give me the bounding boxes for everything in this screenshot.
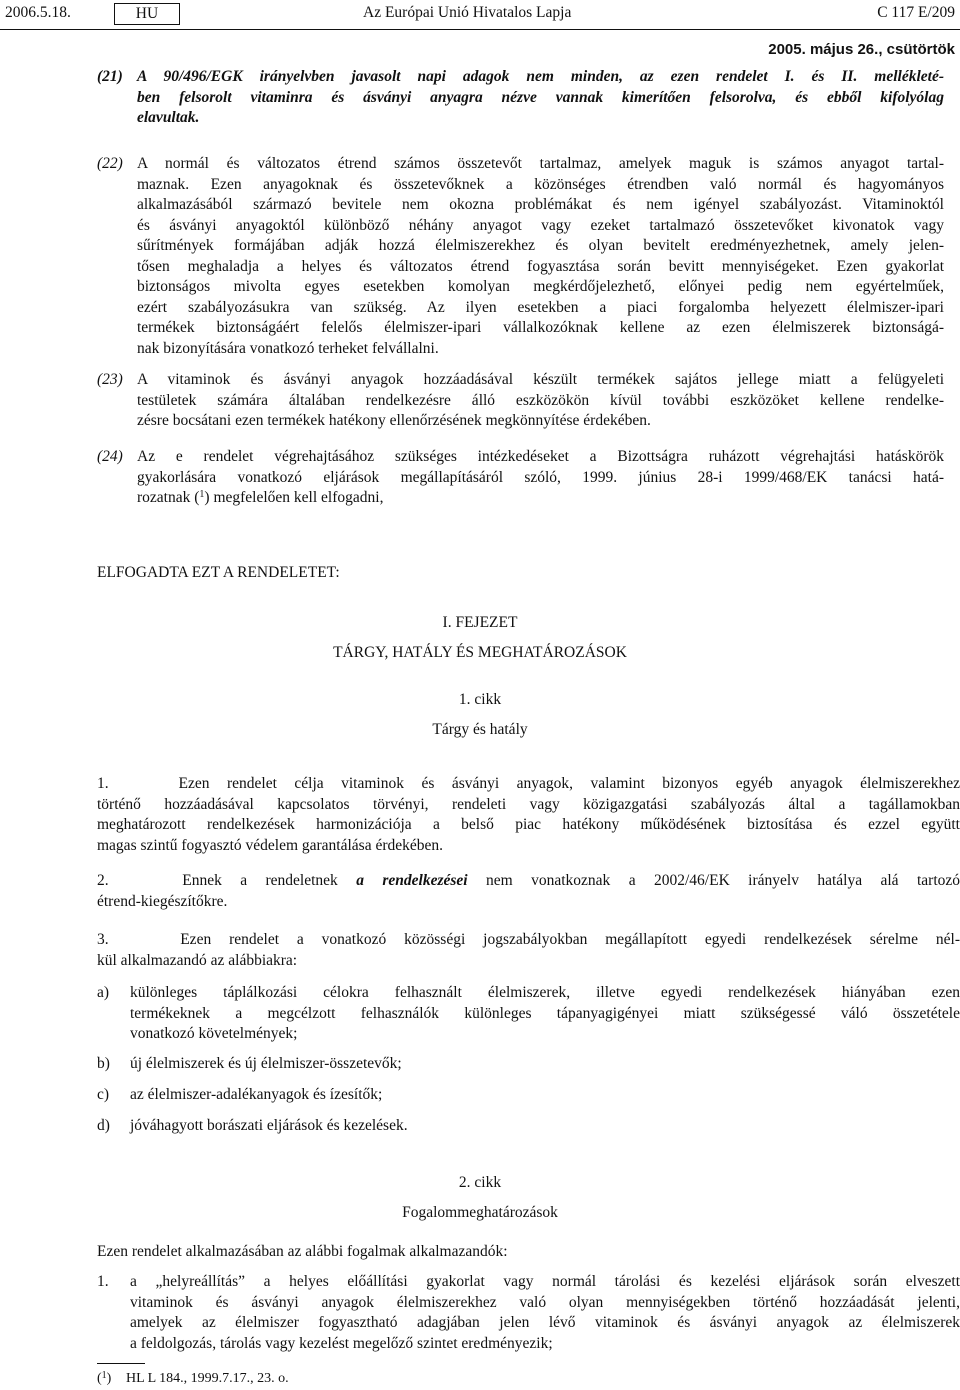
recital-21: A 90/496/EGK irányelvben javasolt napi adagok nem minden, az ezen rendelet I. és II. mellékleté- ben felsorolt vitaminra és ásványi anyagra nézve vannak kimerítően felsorolva, és ebből kifolyólag elavultak.: [137, 68, 944, 126]
chapter-number: I. FEJEZET: [442, 614, 518, 631]
article-2-intro: Ezen rendelet alkalmazásában az alábbi fogalmak alkalmazandók:: [97, 1243, 508, 1260]
list-item: új élelmiszerek és új élelmiszer-összetevők;: [130, 1055, 402, 1072]
header-date: 2006.5.18.: [5, 4, 71, 21]
list-item-label: c): [97, 1086, 110, 1103]
footnote-rule: [97, 1363, 145, 1364]
article-2-number: 2. cikk: [458, 1174, 502, 1191]
list-item-label: a): [97, 984, 110, 1001]
article-1-number: 1. cikk: [458, 691, 502, 708]
session-date: 2005. május 26., csütörtök: [768, 41, 955, 58]
definition-1: a „helyreállítás” a helyes előállítási gyakorlat vagy normál tárolási és kezelési eljárások során elveszett vitaminok és ásványi anyagok élelmiszerekhez való olyan mennyiségekben történő hozzáadását jelenti, amelyek az élelmiszer fogyasztható adagjában jelen lévő vitaminok és ásványi anyagok az élelmiszerek a feldolgozás, tárolás vagy kezelést megelőző szintet eredményezik;: [130, 1273, 960, 1352]
language-code: HU: [114, 3, 180, 25]
list-item-label: b): [97, 1055, 110, 1072]
journal-reference: C 117 E/209: [877, 4, 955, 21]
header-rule: [0, 29, 960, 30]
recital-22: A normál és változatos étrend számos összetevőt tartalmaz, amelyek maguk is számos anyagot tartal- maznak. Ezen anyagoknak és összetevőknek a közönséges étrendben való normál és hagyományos alkalmazásából származó bevitele nem okozna problémákat és nem igényel szabályozást. Vitaminoktól és ásványi anyagoktól különböző néhány anyagot vagy ezeket tartalmazó összetevőket kivonatok vagy sűrítmények formájában adják hozzá élelmiszerekhez és olyan bevitelt eredményezhetnek, amely jelen- tősen meghaladja a helyes és változatos étrend fogyasztása során bevitt mennyiségeket. Ezen gyakorlat biztonságos mivolta egyes esetekben komolyan megkérdőjelezhető, előnyei pedig nem egyértelműek, ezért szabályozásukra van szükség. Az ilyen esetekben a piaci forgalomba helyezett élelmiszer-ipari termékek biztonságáért felelős élelmiszer-ipari vállalkozóknak kellene az ezen élelmiszerek biztonságá- nak bizonyítására vonatkozó terheket felvállalni.: [137, 155, 944, 357]
definition-1-number: 1.: [97, 1273, 109, 1290]
article-1-paragraph-2: 2. Ennek a rendeletnek a rendelkezései nem vonatkoznak a 2002/46/EK irányelv hatálya alá tartozó étrend-kiegészítőkre.: [97, 872, 960, 910]
footnote-mark: ($^1$): [97, 1370, 112, 1386]
list-item: különleges táplálkozási célokra felhasznált élelmiszerek, illetve egyedi rendelkezések hiányában ezen termékeknek a megcélzott felhasználók különleges tápanyagigényei miatt szükségessé váló összetétele vonatkozó követelmények;: [130, 984, 960, 1042]
article-1-paragraph-3: 3. Ezen rendelet a vonatkozó közösségi jogszabályokban megállapított egyedi rendelkezések sérelme nél- kül alkalmazandó az alábbiakra:: [97, 931, 960, 969]
recital-21-number: (21): [97, 68, 123, 85]
list-item-label: d): [97, 1117, 110, 1134]
recital-23: A vitaminok és ásványi anyagok hozzáadásával készült termékek sajátos jellege miatt a felügyeleti testületek számára általában rendelkezésre álló eszközökön kívül további eszközöket kellene rendelke- zésre bocsátani ezen termékek hatékony ellenőrzésének megkönnyítése érdekében.: [137, 371, 944, 429]
footnote-text: HL L 184., 1999.7.17., 23. o.: [126, 1371, 289, 1386]
article-2-title: Fogalommeghatározások: [402, 1204, 558, 1221]
list-item: az élelmiszer-adalékanyagok és ízesítők;: [130, 1086, 383, 1103]
recital-24: Az e rendelet végrehajtásához szükséges intézkedéseket a Bizottságra ruházott végrehajtási hatáskörök gyakorlására vonatkozó eljárások megállapításáról szóló, 1999. június 28-i 1999/468/EK tanácsi hatá- rozatnak ($^1$) megfelelően kell elfogadni,: [137, 448, 944, 506]
recital-23-number: (23): [97, 371, 123, 388]
list-item: jóváhagyott borászati eljárások és kezelések.: [130, 1117, 408, 1134]
chapter-title: TÁRGY, HATÁLY ÉS MEGHATÁROZÁSOK: [333, 644, 627, 661]
recital-22-number: (22): [97, 155, 123, 172]
article-1-paragraph-1: 1. Ezen rendelet célja vitaminok és ásványi anyagok, valamint bizonyos egyéb anyagok élelmiszerekhez történő hozzáadásával kapcsolatos törvényi, rendeleti vagy közigazgatási szabályozás által a tagállamokban meghatározott rendelkezések harmonizációja a belső piac hatékony működésének biztosítása és ezzel együtt magas szintű fogyasztó védelem garantálása érdekében.: [97, 775, 960, 854]
recital-24-number: (24): [97, 448, 123, 465]
journal-title: Az Európai Unió Hivatalos Lapja: [363, 4, 572, 21]
footnote-reference[interactable]: 1: [199, 489, 205, 500]
adoption-statement: ELFOGADTA EZT A RENDELETET:: [97, 564, 340, 581]
article-1-title: Tárgy és hatály: [432, 721, 528, 738]
